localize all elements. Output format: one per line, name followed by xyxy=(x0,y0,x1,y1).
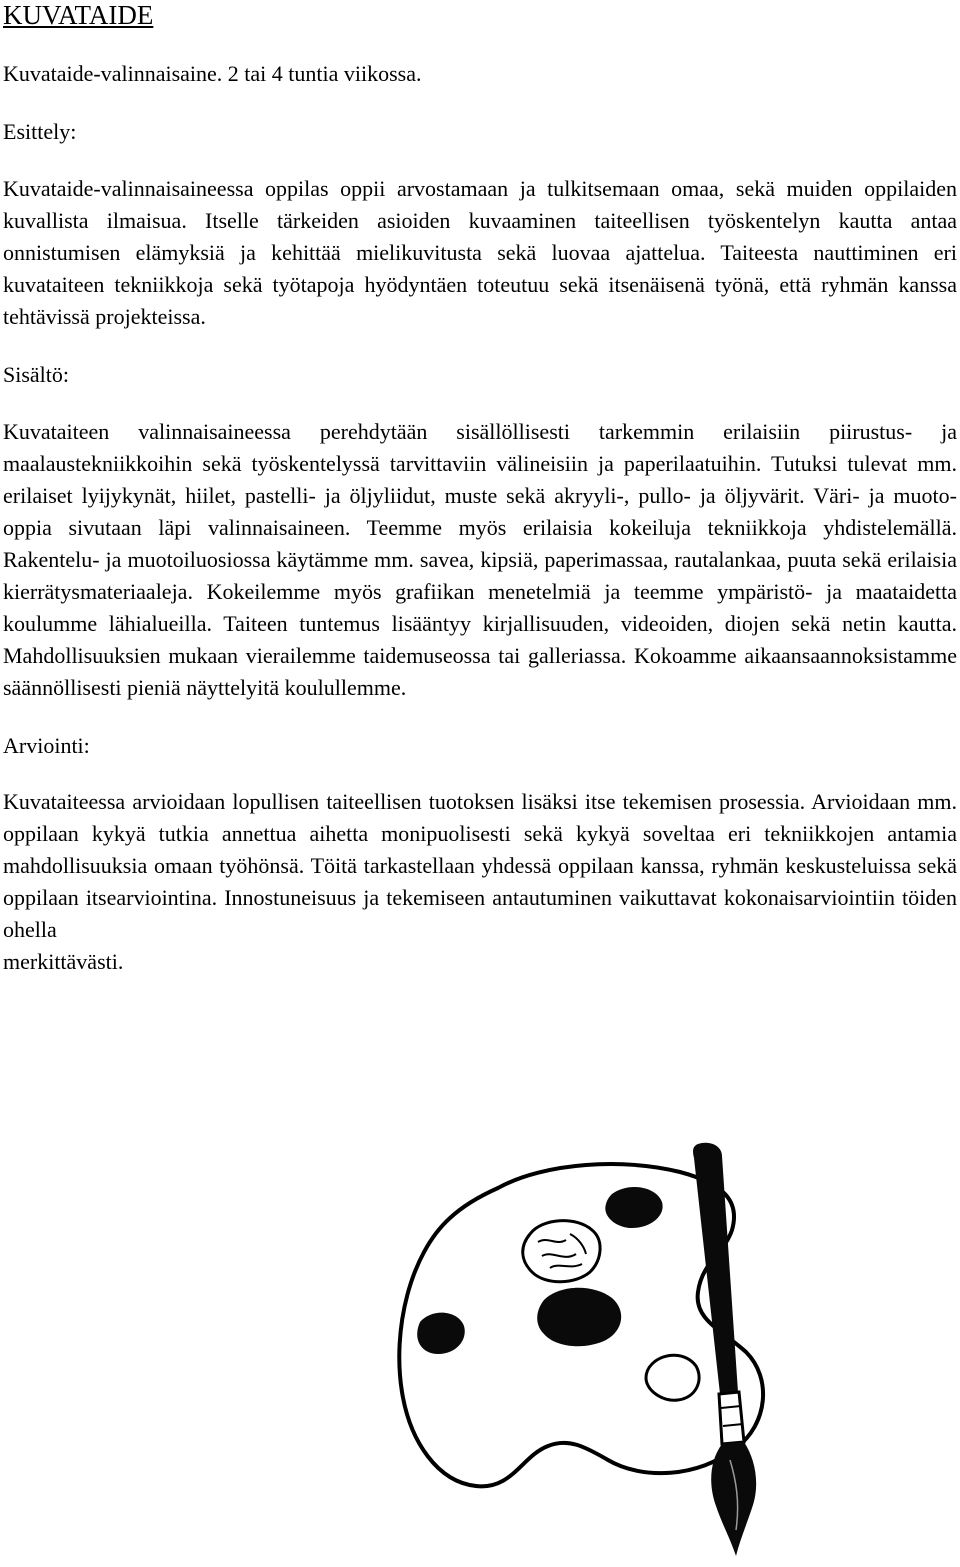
paint-blob-light xyxy=(523,1221,600,1282)
section-text-esittely: Kuvataide-valinnaisaineessa oppilas oppii arvostamaan ja tulkitsemaan omaa, sekä muiden oppilaiden kuvallista ilmaisua. Itselle tärkeiden asioiden kuvaaminen taiteellisen työskentelyn kautta antaa onnistumisen elämyksiä ja kehittää mielikuvitusta sekä luovaa ajattelua. Taiteesta nauttiminen eri kuvataiteen tekniikkoja sekä työtapoja hyödyntäen toteutuu sekä itsenäisenä työnä, että ryhmän kanssa tehtävissä projekteissa. xyxy=(3,176,957,329)
section-heading-esittely: Esittely: xyxy=(3,119,77,144)
section-text-sisalto: Kuvataiteen valinnaisaineessa perehdytään sisällöllisesti tarkemmin erilaisiin piirustus- ja maalaustekniikkoihin sekä työskentelyssä tarvittaviin välineisiin ja paperilaatuihin. Tutuksi tulevat mm. erilaiset lyijykynät, hiilet, pastelli- ja öljyliidut, muste sekä akryyli-, pullo- ja öljyvärit. Väri- ja muoto-oppia sivutaan läpi valinnaisaineen. Teemme myös erilaisia kokeiluja tekniikkoja yhdistelemällä. Rakentelu- ja muotoiluosiossa käytämme mm. savea, kipsiä, paperimassaa, rautalankaa, puuta sekä erilaisia kierrätysmateriaaleja. Kokeilemme myös grafiikan menetelmiä ja teemme ympäristö- ja maataidetta koulumme lähialueilla. Taiteen tuntemus lisääntyy kirjallisuuden, videoiden, diojen sekä netin kautta. Mahdollisuuksien mukaan vierailemme taidemuseossa tai galleriassa. Kokoamme aikaansaannoksistamme säännöllisesti pieniä näyttelyitä koulullemme. xyxy=(3,419,957,700)
palette-drawing xyxy=(380,1142,800,1562)
section-text-arviointi: Kuvataiteessa arvioidaan lopullisen taiteellisen tuotoksen lisäksi itse tekemisen prosessia. Arvioidaan mm. oppilaan kykyä tutkia annettua aihetta monipuolisesti sekä kykyä soveltaa eri tekniikkojen antamia mahdollisuuksia omaan työhönsä. Töitä tarkastellaan yhdessä oppilaan kanssa, ryhmän keskusteluissa sekä oppilaan itsearviointina. Innostuneisuus ja tekemiseen antautuminen vaikuttavat kokonaisarviointiin töiden ohella xyxy=(3,789,957,942)
intro-text: Kuvataide-valinnaisaine. 2 tai 4 tuntia viikossa. xyxy=(3,61,422,86)
page-title: KUVATAIDE xyxy=(3,0,154,30)
brush-bristles xyxy=(711,1442,756,1556)
paint-blob-dark-center xyxy=(537,1288,621,1347)
palette-thumb-hole xyxy=(646,1355,699,1400)
section-heading-arviointi: Arviointi: xyxy=(3,733,90,758)
section-text-arviointi-tail: merkittävästi. xyxy=(3,949,124,974)
section-heading-sisalto: Sisältö: xyxy=(3,362,70,387)
brush-ferrule xyxy=(719,1392,744,1444)
document xyxy=(3,0,957,978)
palette-and-brush-icon xyxy=(380,1142,800,1562)
